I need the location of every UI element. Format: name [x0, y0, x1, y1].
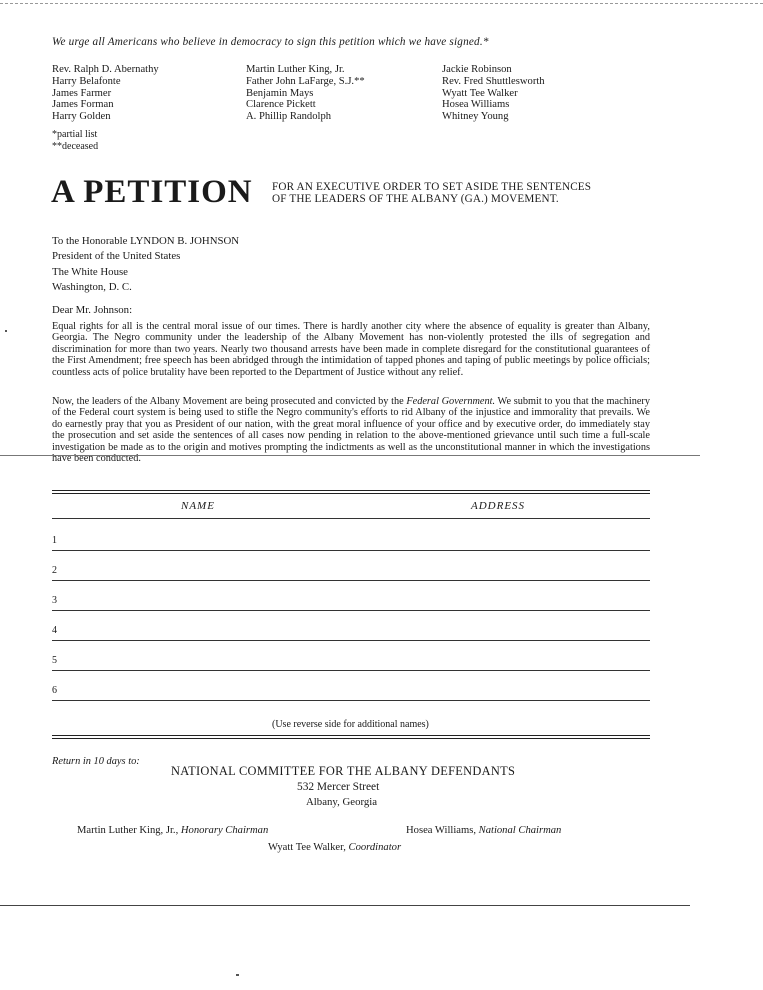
person-name: Martin Luther King, Jr.,: [77, 825, 181, 836]
addressee-block: [52, 234, 239, 295]
paragraph-text: We submit to you that the machinery of the Federal court system is being used to stifle the Negro community's efforts to rid Albany of the injustice and immorality that prevails. We do earnestly pray that you as President of our nation, with the great moral influence of your office and by executive order, do immediately stay the prosecution and set aside the sentences of all cases now pending in relation to the above-mentioned grievance until such time a full-scale investigation be made as to the origin and motives prompting the indictments as well as the unconstitutional manner in which the investigations have been conducted.: [52, 396, 650, 465]
signer-name: Martin Luther King, Jr.: [246, 64, 345, 75]
scan-speck: [5, 330, 7, 332]
addressee-line: President of the United States: [52, 250, 181, 263]
return-label: Return in 10 days to:: [52, 756, 140, 767]
paragraph-text: Now, the leaders of the Albany Movement are being prosecuted and convicted by the: [52, 396, 407, 407]
signature-row[interactable]: [52, 610, 650, 641]
signature-row[interactable]: [52, 640, 650, 671]
form-top-rule: [52, 490, 650, 494]
person-name: Hosea Williams,: [406, 825, 479, 836]
honorary-chairman: [77, 825, 268, 836]
signer-name: Rev. Fred Shuttlesworth: [442, 75, 545, 87]
addressee-line: The White House: [52, 265, 128, 278]
row-number: 6: [52, 685, 57, 696]
committee-name: NATIONAL COMMITTEE FOR THE ALBANY DEFENDANTS: [171, 764, 516, 778]
deceased-note: **deceased: [52, 140, 99, 152]
committee-city: Albany, Georgia: [306, 796, 378, 808]
signer-name: Benjamin Mays: [246, 87, 314, 99]
top-perforation: [0, 3, 763, 4]
bottom-rule: [0, 905, 690, 906]
form-bottom-rule: [52, 735, 650, 739]
signer-name: Wyatt Tee Walker: [442, 87, 518, 99]
name-column-header: NAME: [181, 500, 215, 512]
addressee-line: To the Honorable LYNDON B. JOHNSON: [52, 235, 240, 247]
addressee-line: Washington, D. C.: [52, 280, 132, 293]
coordinator: [268, 842, 401, 853]
signer-name: James Forman: [52, 99, 114, 111]
signature-row[interactable]: [52, 520, 650, 551]
petition-subtitle: [272, 182, 662, 205]
row-number: 2: [52, 565, 57, 576]
salutation: Dear Mr. Johnson:: [52, 304, 133, 316]
petition-title: A PETITION: [51, 174, 253, 210]
stray-line: [0, 455, 700, 456]
urge-statement: We urge all Americans who believe in democracy to sign this petition which we have signed.*: [52, 36, 489, 48]
signers-column-1: [52, 64, 159, 123]
signer-name: Harry Golden: [52, 111, 111, 123]
row-number: 4: [52, 625, 57, 636]
row-number: 3: [52, 595, 57, 606]
scan-speck: [236, 974, 239, 976]
signature-row[interactable]: [52, 550, 650, 581]
signer-name: Rev. Ralph D. Abernathy: [52, 64, 159, 75]
person-name: Wyatt Tee Walker,: [268, 842, 349, 853]
signer-name: Jackie Robinson: [442, 64, 512, 75]
signer-name: A. Phillip Randolph: [246, 111, 332, 123]
signer-name: Harry Belafonte: [52, 75, 121, 87]
reverse-side-note: (Use reverse side for additional names): [272, 719, 429, 730]
subtitle-line: FOR AN EXECUTIVE ORDER TO SET ASIDE THE SENTENCES: [272, 181, 592, 193]
body-paragraph-1: Equal rights for all is the central moral issue of our times. There is hardly another city where the absence of equality is greater than Albany, Georgia. The Negro community under the leadership of the Albany Movement has non-violently protested the ills of segregation and discrimination for more than two years. Nearly two thousand arrests have been made in complete disregard for the constitutional guarantees of the First Amendment; free speech has been abridged through the intimidation of tapped phones and taping of public meetings by police officials; countless acts of police brutality have been reported to the Department of Justice without any relief.: [52, 321, 650, 378]
signer-name: Whitney Young: [442, 111, 509, 123]
signers-column-2: [246, 64, 365, 123]
signers-column-3: [442, 64, 545, 123]
header-underline: [52, 518, 650, 519]
row-number: 5: [52, 655, 57, 666]
address-column-header: ADDRESS: [471, 500, 526, 512]
subtitle-line: OF THE LEADERS OF THE ALBANY (GA.) MOVEMENT.: [272, 192, 559, 205]
person-role: National Chairman: [478, 825, 562, 836]
person-role: Honorary Chairman: [180, 825, 269, 836]
national-chairman: [406, 825, 561, 836]
row-number: 1: [52, 535, 57, 546]
committee-street: 532 Mercer Street: [297, 781, 380, 793]
signature-row[interactable]: [52, 580, 650, 611]
footnotes: [52, 129, 98, 153]
person-role: Coordinator: [348, 842, 402, 853]
signer-name: James Farmer: [52, 87, 112, 99]
partial-list-note: *partial list: [52, 129, 98, 140]
signature-row[interactable]: [52, 670, 650, 701]
signer-name: Clarence Pickett: [246, 99, 316, 111]
signer-name: Father John LaFarge, S.J.**: [246, 75, 365, 87]
signer-name: Hosea Williams: [442, 99, 510, 111]
emphasis-text: Federal Government.: [406, 396, 496, 407]
